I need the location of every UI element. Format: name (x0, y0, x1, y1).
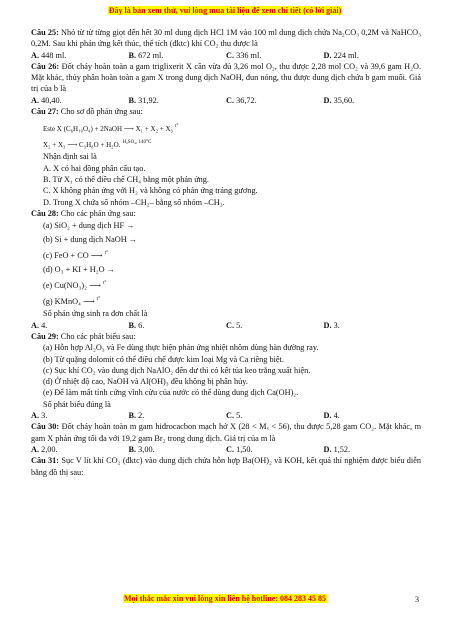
reaction-condition: t° (104, 251, 109, 257)
question-label: Câu 27: (31, 107, 59, 117)
reaction-e (31, 277, 421, 293)
option-c: C. 5. (226, 320, 243, 330)
option-b: B. 2. (128, 411, 145, 421)
question-label: Câu 28: (31, 208, 59, 218)
option-a: A. 4. (31, 320, 48, 330)
reaction-text: (c) FeO + CO ⟶ (43, 250, 103, 260)
statement-e: (e) Để làm mất tính cứng vĩnh cửu của nước có thể dùng dung dịch Ca(OH)₂. (43, 388, 299, 398)
question-text: Cho các phát biểu sau: (60, 332, 136, 341)
statement-a: A. X có hai đồng phân cấu tạo. (43, 163, 146, 173)
option-c: C. 1,50. (226, 444, 253, 454)
top-banner (0, 6, 450, 15)
top-banner-text: Đây là bản xem thử, vui lòng mua tài liệu để xem chi tiết (có lời giải) (108, 6, 342, 15)
answer-options (31, 444, 421, 455)
option-d: D. 35,60. (323, 95, 355, 105)
option-b: B. 3,00. (128, 444, 155, 454)
statement-b: (b) Từ quặng dolomit có thể điều chế được kim loại Mg và Ca riêng biệt. (43, 354, 284, 364)
question-label: Câu 26: (31, 61, 60, 71)
question-25 (31, 27, 421, 50)
question-text: Đốt cháy hoàn toàn m gam hiđrocacbon mạch hở X (28 < Mₓ < 56), thu được 5,28 gam CO₂. Mặt khác, m gam X phản ứng tối đa với 19,2 gam Br₂ trong dung dịch. Giá trị của m là (31, 422, 422, 443)
question-text: Đốt cháy hoàn toàn a gam triglixerit X cần vừa đủ 3,26 mol O₂, thu được 2,28 mol CO₂ và 39,6 gam H₂O. Mặt khác, thủy phân hoàn toàn a gam X trong dung dịch NaOH, đun nóng, thu được dung dịch chứa b gam muối. Giá trị của b là (31, 61, 422, 94)
reaction-condition: H₂SO₄, 140°C (122, 139, 152, 145)
page-number: 3 (415, 595, 419, 604)
answer-options (31, 95, 421, 106)
option-a: A. 448 ml. (31, 50, 67, 60)
reaction-text: (g) KMnO₄ ⟶ (43, 296, 95, 306)
question-label: Câu 25: (31, 28, 59, 37)
option-d: D. 3. (323, 320, 340, 330)
statement-intro-text: Nhận định sai là (43, 152, 97, 162)
bottom-banner (0, 594, 450, 603)
question-text: Sục V lít khí CO₂ (đktc) vào dung dịch chứa hỗn hợp Ba(OH)₂ và KOH, kết quả thí nghiệm được biểu diễn bằng đồ thị sau: (31, 456, 422, 477)
reaction-scheme-1 (31, 120, 421, 136)
reaction-condition: t° (102, 280, 107, 286)
reaction-equation: Este X (C₆H₁₀O₄) + 2NaOH ⟶ X₁ + X₂ + X₃ (43, 124, 173, 133)
option-c: C. 336 ml. (226, 50, 262, 60)
question-label: Câu 31: (31, 456, 60, 466)
document-body (31, 27, 421, 478)
question-28 (31, 208, 421, 219)
statement-c: (c) Sục khí CO₂ vào dung dịch NaAlO₂ đến dư thì có kết tủa keo trắng xuất hiện. (43, 365, 311, 375)
reaction-d: (d) O₃ + KI + H₂O → (43, 264, 115, 274)
answer-options (31, 50, 421, 61)
question-prompt: Số phát biểu đúng là (43, 399, 111, 409)
reaction-text: (e) Cu(NO₃)₂ ⟶ (43, 280, 101, 290)
option-a: A. 40,40. (31, 95, 62, 105)
reaction-c (31, 247, 421, 263)
question-label: Câu 29: (31, 332, 59, 341)
statement-d: D. Trong X chứa số nhóm –CH₂– bằng số nhóm –CH₃. (43, 197, 225, 207)
answer-options (31, 410, 421, 421)
statement-a: (a) Hỗn hợp Al₂O₃ và Fe dùng thực hiện phản ứng nhiệt nhôm dùng hàn đường ray. (43, 343, 319, 353)
question-text: Cho sơ đồ phản ứng sau: (60, 107, 143, 117)
option-b: B. 31,92. (128, 95, 159, 105)
option-b: B. 6. (128, 320, 145, 330)
reaction-a: (a) SiO₂ + dung dịch HF → (43, 221, 135, 231)
question-27 (31, 106, 421, 117)
statement-b: B. Từ X₁ có thể điều chế CH₄ bằng một phản ứng. (43, 174, 209, 184)
reaction-scheme-2 (31, 136, 421, 152)
option-b: B. 672 ml. (128, 50, 164, 60)
option-d: D. 224 ml. (323, 50, 359, 60)
option-c: C. 36,72. (226, 95, 257, 105)
reaction-b: (b) Si + dung dịch NaOH → (43, 235, 138, 245)
reaction-g (31, 293, 421, 309)
question-label: Câu 30: (31, 422, 60, 432)
question-26 (31, 61, 421, 95)
option-a: A. 2,00. (31, 444, 58, 454)
question-30 (31, 421, 421, 444)
statement-intro (31, 151, 421, 162)
option-a: A. 3. (31, 411, 48, 421)
option-d: D. 1,52. (323, 444, 351, 454)
reaction-equation: X₂ + X₃ ⟶ C₃H₈O + H₂O. (43, 140, 121, 149)
option-d: D. 4. (323, 411, 340, 421)
option-c: C. 5. (226, 411, 243, 421)
statement-c: C. X không phản ứng với H₂ và không có phản ứng tráng gương. (43, 186, 258, 196)
answer-options (31, 320, 421, 331)
reaction-condition: t° (96, 296, 101, 302)
question-29 (31, 331, 421, 342)
bottom-banner-text: Mọi thắc mắc xin vui lòng xin liên hệ hotline: 084 283 45 85 (123, 594, 326, 603)
question-text: Cho các phản ứng sau: (60, 208, 136, 218)
question-31 (31, 455, 421, 478)
question-prompt: Số phản ứng sinh ra đơn chất là (43, 309, 148, 319)
statement-d: (d) Ở nhiệt độ cao, NaOH và Al(OH)₃ đều không bị phân hủy. (43, 377, 248, 387)
question-text: Nhỏ từ từ từng giọt đến hết 30 ml dung dịch HCl 1M vào 100 ml dung dịch chứa Na₂CO₃ 0,2M và NaHCO₃ 0,2M. Sau khi phản ứng kết thúc, thể tích (đktc) khí CO₂ thu được là (31, 28, 421, 49)
reaction-condition: t° (175, 123, 179, 129)
